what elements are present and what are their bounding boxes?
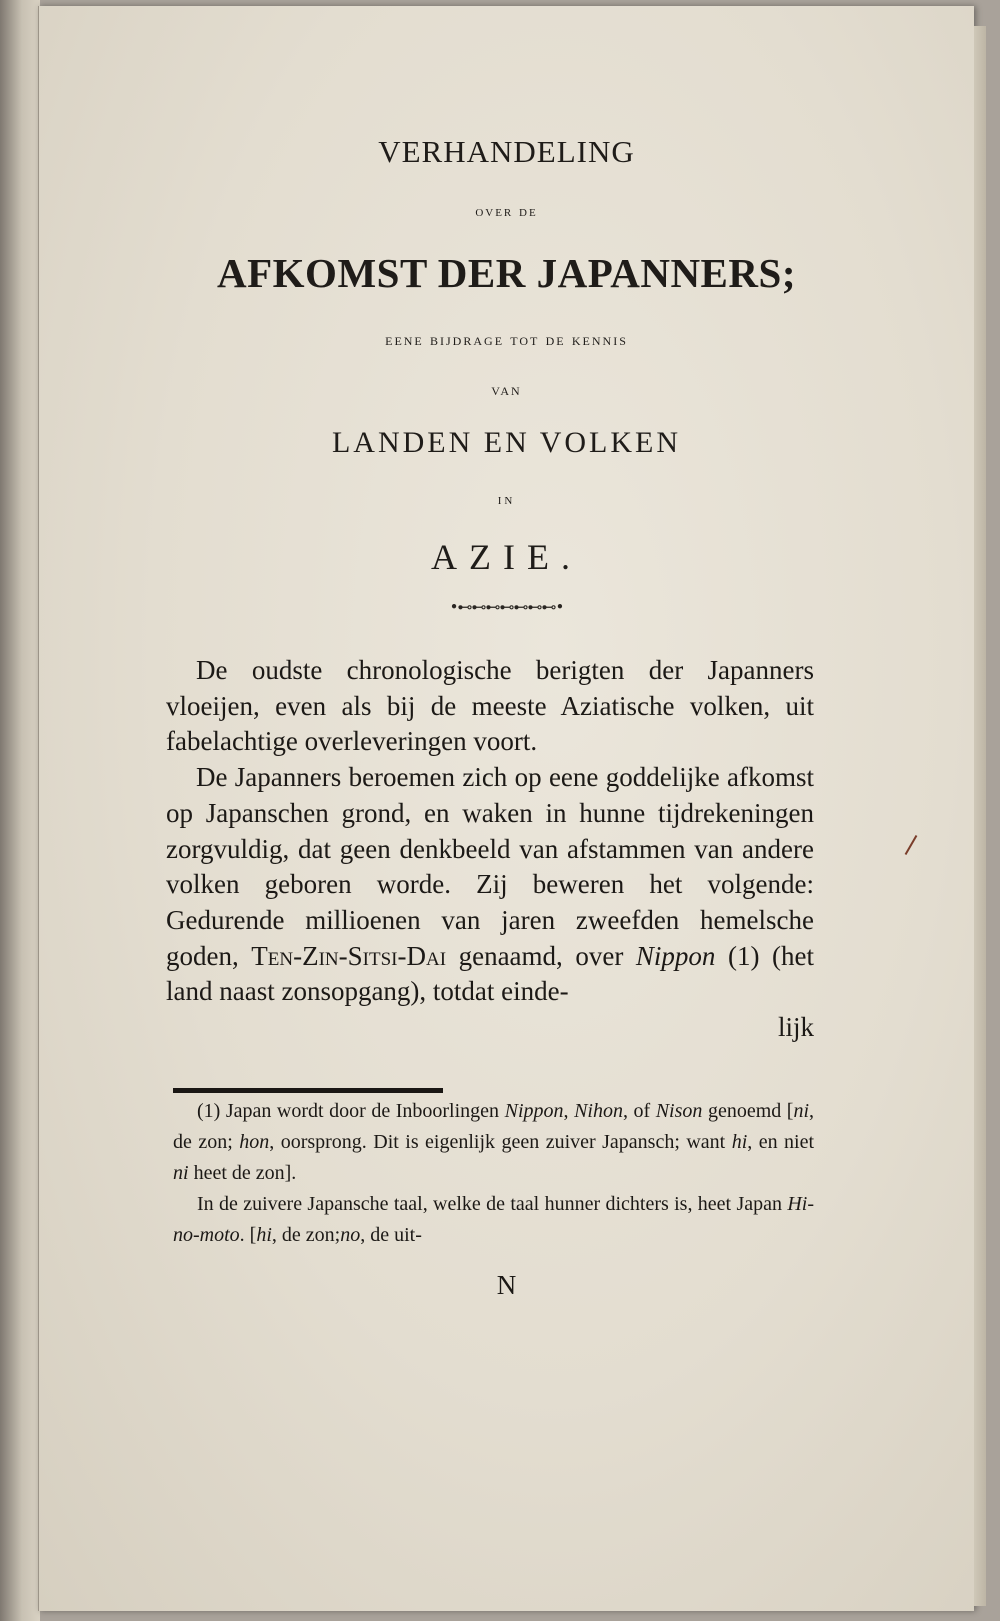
footnote-1-italic-7: ni: [173, 1162, 189, 1184]
footnote-2-italic-3: no: [340, 1224, 361, 1246]
paragraph-2: [166, 760, 814, 1010]
subtitle-line-5: AZIE.: [431, 537, 582, 577]
footnote-2-text-b: . [: [239, 1224, 257, 1246]
footnote-1-text-c: , of: [622, 1100, 651, 1122]
subtitle-line-2: van: [491, 380, 522, 399]
place-name: Nippon: [635, 940, 716, 971]
footnote-1-text-d: genoemd [: [707, 1100, 794, 1122]
page-stack-edge: [974, 26, 986, 1606]
subtitle-line-3: LANDEN EN VOLKEN: [331, 426, 682, 459]
footnote-rule: [173, 1088, 443, 1093]
body-text: [166, 653, 814, 1046]
footnote-2-italic-2: hi: [256, 1224, 272, 1246]
footnote-1-text-g: , en niet: [747, 1131, 815, 1153]
title-line-1: VERHANDELING: [378, 134, 635, 169]
footnote-1-text-h: heet de zon].: [193, 1162, 297, 1184]
footnote-2: [173, 1189, 814, 1251]
paragraph-1: De oudste chronologische berigten der Japanners vloeijen, even als bij de meeste Aziatische volken, uit fabelachtige overleveringen voort.: [166, 655, 814, 757]
paragraph-2-text-c: (1) (het land naast zonsopgang), totdat einde-: [166, 940, 815, 1007]
book-page: [38, 6, 974, 1611]
catchword: lijk: [777, 1012, 814, 1043]
footnote-2-italic-1: Hi-no-moto: [173, 1193, 814, 1246]
footnotes: [173, 1096, 814, 1251]
footnote-2-text-a: In de zuivere Japansche taal, welke de taal hunner dichters is, heet Japan: [197, 1193, 782, 1215]
ornamental-divider: •⊷⊷⊷⊷⊷⊷⊷•: [449, 598, 564, 616]
paragraph-2-text-b: genaamd, over: [458, 940, 624, 971]
footnote-1-text-e: , de zon;: [173, 1100, 815, 1153]
subtitle-line-1: eene bijdrage tot de kennis: [385, 330, 628, 349]
footnote-2-text-c: , de zon;: [271, 1224, 341, 1246]
footnote-1-text-b: ,: [563, 1100, 569, 1122]
footnote-1-italic-6: hi: [731, 1131, 748, 1153]
footnote-1-italic-3: Nison: [655, 1100, 703, 1122]
footnote-2-text-d: , de uit-: [360, 1224, 422, 1246]
pencil-mark: [905, 835, 918, 855]
footnote-1: [173, 1096, 814, 1189]
footnote-1-italic-2: Nihon: [574, 1100, 623, 1122]
title-line-2: over de: [475, 204, 538, 220]
subtitle-line-4: in: [497, 492, 516, 508]
footnote-1-italic-4: ni: [793, 1100, 810, 1122]
footnote-1-text-f: , oorsprong. Dit is eigenlijk geen zuiver Japansch; want: [269, 1131, 726, 1153]
footnote-1-italic-5: hon: [239, 1131, 270, 1153]
deity-name: Ten-Zin-Sitsi-Dai: [251, 940, 447, 971]
footnote-1-italic-1: Nippon: [504, 1100, 564, 1122]
paragraph-2-text-a: De Japanners beroemen zich op eene goddelijke afkomst op Japanschen grond, en waken in hunne tijdrekeningen zorgvuldig, dat geen denkbeeld van afstammen van andere volken geboren worde. Zij beweren het volgende: Gedurende millioenen van jaren zweefden hemelsche goden,: [166, 762, 814, 971]
facing-page-edge: [0, 0, 40, 1621]
footnote-1-text-a: (1) Japan wordt door de Inboorlingen: [197, 1100, 500, 1122]
main-title: AFKOMST DER JAPANNERS;: [217, 250, 796, 296]
signature-mark: N: [496, 1270, 517, 1300]
